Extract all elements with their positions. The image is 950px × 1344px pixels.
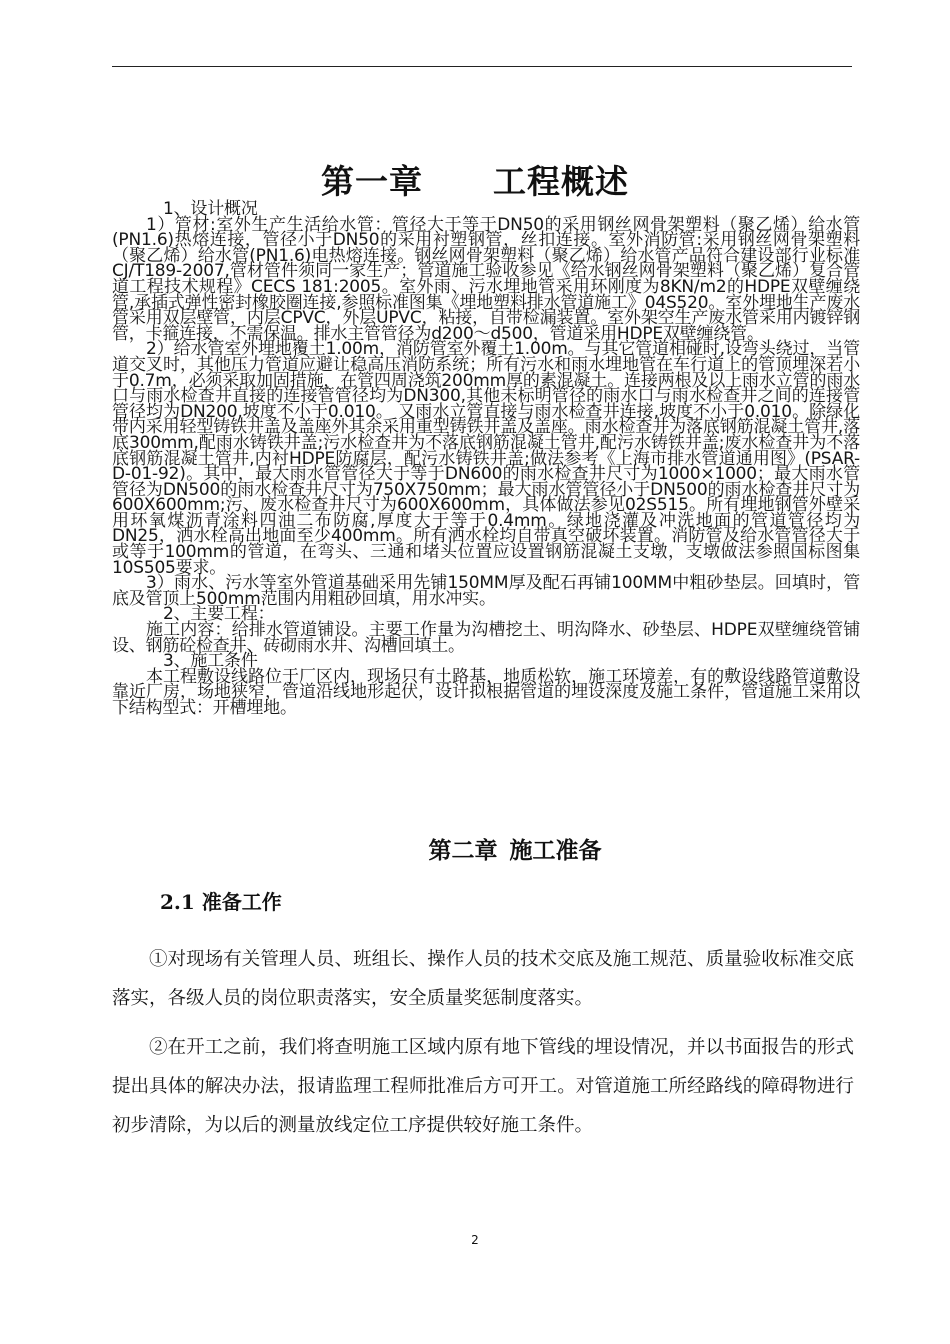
overview-heading: 1、设计概况 [163,199,258,219]
overview-paragraph-materials: 1）管材:室外生产生活给水管：管径大于等于DN50的采用钢丝网骨架塑料（聚乙烯）给水管(PN1.6)热熔连接，管径小于DN50的采用衬塑钢管，丝扣连接。室外消防管:采用钢丝网骨架塑料（聚乙烯）给水管(PN1.6)电热熔连接。钢丝网骨架塑料（聚乙烯）给水管产品符合建设部行业标准CJ/T189-2007,管材管件须同一家生产；管道施工验收参见《给水钢丝网骨架塑料（聚乙烯）复合管道工程技术规程》CECS 181:2005。室外雨、污水埋地管采用环刚度为8KN/m2的HDPE双壁缠绕管,承插式弹性密封橡胶圈连接,参照标准图集《埋地塑料排水管道施工》04S520。室外埋地生产废水管采用双层壁管，内层CPVC，外层UPVC，粘接，自带检漏装置。室外架空生产废水管采用内镀锌钢管，卡箍连接，不需保温。排水主管管径为d200～d500，管道采用HDPE双壁缠绕管。 [112,214,860,344]
preparation-paragraph-1: ①对现场有关管理人员、班组长、操作人员的技术交底及施工规范、质量验收标准交底落实，各级人员的岗位职责落实，安全质量奖惩制度落实。 [112,949,854,1009]
section-2-1-heading: 2.1 准备工作 [160,890,282,914]
chapter-1-name: 工程概述 [493,162,629,201]
header-rule [112,66,852,67]
chapter-2-name: 施工准备 [509,837,602,864]
preparation-body [112,940,854,1155]
overview-paragraph-burial: 2）给水管室外埋地覆土1.00m，消防管室外覆土1.00m。与其它管道相碰时,设弯头绕过，当管道交叉时，其他压力管道应避让稳高压消防系统；所有污水和雨水埋地管在车行道上的管顶埋深若小于0.7m，必须采取加固措施，在管四周浇筑200mm厚的素混凝土。连接两根及以上雨水立管的雨水口与雨水检查井直接的连接管管径均为DN300,其他未标明管径的雨水口与雨水检查井之间的连接管管径均为DN200,坡度不小于0.010。 又雨水立管直接与雨水检查井连接,坡度不小于0.010。除绿化带内采用轻型铸铁井盖及盖座外其余采用重型铸铁井盖及盖座。雨水检查井为落底钢筋混凝土管井,落底300mm,配雨水铸铁井盖;污水检查井为不落底钢筋混凝土管井,配污水铸铁井盖;废水检查井为不落底钢筋混凝土管井,内衬HDPE防腐层，配污水铸铁井盖;做法参考《上海市排水管道通用图》(PSAR-D-01-92)。其中，最大雨水管管径大于等于DN600的雨水检查井尺寸为1000×1000；最大雨水管管径为DN500的雨水检查井尺寸为750X750mm；最大雨水管管径小于DN500的雨水检查井尺寸为600X600mm;污、废水检查井尺寸为600X600mm，具体做法参见02S515。所有埋地钢管外壁采用环氧煤沥青涂料四油二布防腐,厚度大于等于0.4mm。绿地浇灌及冲洗地面的管道管径均为DN25，洒水栓高出地面至少400mm。所有洒水栓均自带真空破坏装置。消防管及给水管管径大于或等于100mm的管道，在弯头、三通和堵头位置应设置钢筋混凝土支墩，支墩做法参照国标图集10S505要求。 [112,339,860,578]
chapter-2-number: 第二章 [428,837,498,864]
conditions-paragraph: 本工程敷设线路位于厂区内，现场只有土路基，地质松软，施工环境差，有的敷设线路管道敷设靠近厂房，场地狭窄，管道沿线地形起伏，设计拟根据管道的埋设深度及施工条件，管道施工采用以下结构型式：开槽埋地。 [112,666,860,718]
main-works-heading: 2、主要工程： [163,604,275,625]
chapter-1-title [0,156,950,203]
main-works-paragraph: 施工内容：给排水管道铺设。主要工作量为沟槽挖土、明沟降水、砂垫层、HDPE双壁缠绕管铺设、钢筋砼检查井、砖砌雨水井、沟槽回填土。 [112,620,860,656]
conditions-heading: 3、施工条件 [163,651,258,672]
preparation-paragraph-2: ②在开工之前，我们将查明施工区域内原有地下管线的埋设情况，并以书面报告的形式提出具体的解决办法，报请监理工程师批准后方可开工。对管道施工所经路线的障碍物进行初步清除，为以后的测量放线定位工序提供较好施工条件。 [112,1037,854,1136]
chapter-2-title [0,832,950,865]
overview-paragraph-foundation: 3）雨水、污水等室外管道基础采用先铺150MM厚及配石再铺100MM中粗砂垫层。回填时，管底及管顶上500mm范围内用粗砂回填，用水冲实。 [112,573,860,609]
page-number: 2 [471,1233,479,1247]
chapter-1-number: 第一章 [321,162,423,201]
design-overview-block [112,199,860,718]
